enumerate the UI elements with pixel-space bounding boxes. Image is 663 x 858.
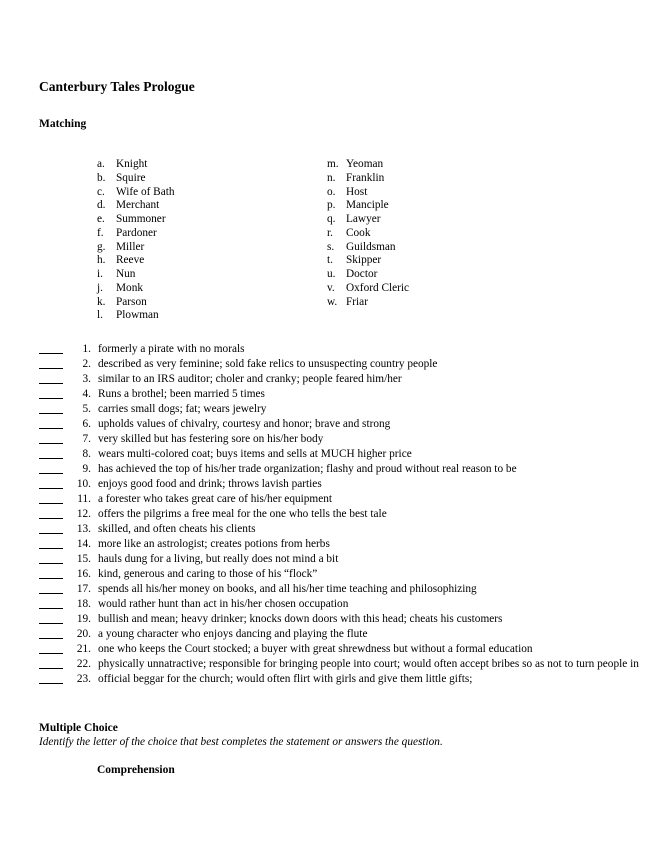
choice-letter: t. bbox=[327, 254, 333, 267]
choice-name: Reeve bbox=[116, 254, 145, 267]
answer-blank[interactable] bbox=[39, 683, 63, 684]
question-text: carries small dogs; fat; wears jewelry bbox=[98, 403, 267, 415]
choice-letter: k. bbox=[97, 295, 106, 308]
answer-blank[interactable] bbox=[39, 353, 63, 354]
question-text: one who keeps the Court stocked; a buyer with great shrewdness but without a formal education bbox=[98, 643, 533, 655]
choice-letter: u. bbox=[327, 268, 336, 280]
question-item bbox=[39, 597, 659, 612]
choice-name: Skipper bbox=[346, 254, 382, 267]
choice-letter: m. bbox=[327, 158, 339, 170]
question-number: 16. bbox=[76, 568, 91, 580]
answer-blank[interactable] bbox=[39, 428, 63, 429]
question-number: 14. bbox=[76, 538, 91, 550]
question-text: enjoys good food and drink; throws lavish parties bbox=[98, 478, 322, 490]
question-item bbox=[39, 537, 659, 552]
answer-blank[interactable] bbox=[39, 593, 63, 594]
answer-blank[interactable] bbox=[39, 398, 63, 399]
answer-blank[interactable] bbox=[39, 503, 63, 504]
answer-blank[interactable] bbox=[39, 518, 63, 519]
choice-name: Lawyer bbox=[346, 213, 381, 225]
question-number: 13. bbox=[76, 523, 91, 535]
question-number: 21. bbox=[76, 643, 91, 655]
choice-name: Plowman bbox=[116, 309, 159, 322]
answer-blank[interactable] bbox=[39, 383, 63, 384]
choice-letter: f. bbox=[97, 226, 104, 239]
choice-name: Merchant bbox=[116, 199, 160, 212]
answer-blank[interactable] bbox=[39, 653, 63, 654]
choice-name: Host bbox=[346, 185, 368, 198]
question-text: more like an astrologist; creates potions from herbs bbox=[98, 538, 330, 550]
answer-blank[interactable] bbox=[39, 413, 63, 414]
question-text: formerly a pirate with no morals bbox=[98, 343, 245, 355]
answer-blank[interactable] bbox=[39, 488, 63, 489]
choice-letter: v. bbox=[327, 281, 335, 294]
choice-letter: b. bbox=[97, 171, 106, 184]
question-number: 22. bbox=[76, 658, 91, 670]
question-item bbox=[39, 582, 659, 597]
question-text: skilled, and often cheats his clients bbox=[98, 523, 256, 535]
question-number: 7. bbox=[82, 433, 91, 445]
question-number: 10. bbox=[76, 478, 91, 490]
question-number: 1. bbox=[82, 343, 91, 355]
choice-letter: d. bbox=[97, 199, 106, 212]
question-number: 15. bbox=[76, 553, 91, 565]
question-item bbox=[39, 492, 659, 507]
choice-letter: q. bbox=[327, 213, 336, 225]
question-item bbox=[39, 372, 659, 387]
choice-name: Yeoman bbox=[346, 158, 384, 170]
question-number: 2. bbox=[82, 358, 91, 370]
choice-letter: i. bbox=[97, 268, 103, 280]
question-text: offers the pilgrims a free meal for the one who tells the best tale bbox=[98, 508, 387, 520]
choice-name: Pardoner bbox=[116, 226, 157, 239]
question-text: bullish and mean; heavy drinker; knocks down doors with this head; cheats his customers bbox=[98, 613, 503, 625]
question-item bbox=[39, 417, 659, 432]
answer-blank[interactable] bbox=[39, 443, 63, 444]
answer-blank[interactable] bbox=[39, 473, 63, 474]
answer-blank[interactable] bbox=[39, 608, 63, 609]
question-text: physically unnatractive; responsible for bringing people into court; would often accept bribes so as not to turn people in bbox=[98, 658, 639, 670]
question-item bbox=[39, 432, 659, 447]
choice-name: Monk bbox=[116, 281, 143, 294]
multiple-choice-heading: Multiple Choice bbox=[39, 722, 118, 734]
question-number: 4. bbox=[82, 388, 91, 400]
choice-letter: w. bbox=[327, 295, 338, 308]
question-number: 11. bbox=[77, 493, 91, 505]
answer-blank[interactable] bbox=[39, 368, 63, 369]
answer-blank[interactable] bbox=[39, 548, 63, 549]
question-text: kind, generous and caring to those of his “flock” bbox=[98, 568, 318, 580]
question-number: 20. bbox=[76, 628, 91, 640]
choice-name: Friar bbox=[346, 295, 368, 308]
answer-blank[interactable] bbox=[39, 623, 63, 624]
question-item bbox=[39, 462, 659, 477]
choice-letter: g. bbox=[97, 240, 106, 253]
choice-name: Manciple bbox=[346, 199, 389, 212]
question-text: similar to an IRS auditor; choler and cranky; people feared him/her bbox=[98, 373, 402, 385]
question-item bbox=[39, 552, 659, 567]
page-title: Canterbury Tales Prologue bbox=[39, 79, 195, 94]
answer-blank[interactable] bbox=[39, 638, 63, 639]
answer-blank[interactable] bbox=[39, 578, 63, 579]
question-text: Runs a brothel; been married 5 times bbox=[98, 388, 265, 400]
question-number: 5. bbox=[82, 403, 91, 415]
choice-name: Oxford Cleric bbox=[346, 281, 410, 294]
question-number: 17. bbox=[76, 583, 91, 595]
question-text: a young character who enjoys dancing and playing the flute bbox=[98, 628, 368, 640]
comprehension-subheading: Comprehension bbox=[97, 764, 175, 776]
question-number: 23. bbox=[76, 673, 91, 685]
choice-letter: l. bbox=[97, 309, 103, 322]
choice-name: Guildsman bbox=[346, 240, 396, 253]
choice-letter: h. bbox=[97, 254, 106, 267]
question-text: described as very feminine; sold fake relics to unsuspecting country people bbox=[98, 358, 438, 370]
choice-name: Franklin bbox=[346, 171, 385, 184]
multiple-choice-instructions: Identify the letter of the choice that best completes the statement or answers the question. bbox=[39, 736, 443, 748]
question-text: a forester who takes great care of his/her equipment bbox=[98, 493, 332, 505]
question-item bbox=[39, 477, 659, 492]
question-item bbox=[39, 522, 659, 537]
question-number: 18. bbox=[76, 598, 91, 610]
choice-letter: e. bbox=[97, 213, 105, 225]
choice-letter: s. bbox=[327, 240, 335, 253]
answer-blank[interactable] bbox=[39, 533, 63, 534]
choice-letter: p. bbox=[327, 199, 336, 212]
question-text: official beggar for the church; would often flirt with girls and give them little gifts; bbox=[98, 673, 473, 685]
question-number: 3. bbox=[82, 373, 91, 385]
answer-blank[interactable] bbox=[39, 458, 63, 459]
question-item bbox=[39, 672, 659, 687]
question-item bbox=[39, 402, 659, 417]
choice-letter: o. bbox=[327, 185, 336, 198]
question-item bbox=[39, 357, 659, 372]
choice-letter: r. bbox=[327, 226, 333, 239]
question-text: has achieved the top of his/her trade organization; flashy and proud without real reason to be bbox=[98, 463, 517, 475]
question-item bbox=[39, 612, 659, 627]
choice-name: Cook bbox=[346, 226, 371, 239]
choice-name: Miller bbox=[116, 240, 145, 253]
choice-letter: j. bbox=[97, 281, 103, 294]
question-item bbox=[39, 447, 659, 462]
question-number: 19. bbox=[76, 613, 91, 625]
question-number: 12. bbox=[76, 508, 91, 520]
question-item bbox=[39, 387, 659, 402]
choice-name: Squire bbox=[116, 171, 146, 184]
choice-name: Nun bbox=[116, 268, 136, 280]
question-text: would rather hunt than act in his/her chosen occupation bbox=[98, 598, 349, 610]
question-item bbox=[39, 342, 659, 357]
choice-letter: n. bbox=[327, 171, 336, 184]
question-item bbox=[39, 642, 659, 657]
question-text: wears multi-colored coat; buys items and sells at MUCH higher price bbox=[98, 448, 412, 460]
question-number: 9. bbox=[82, 463, 91, 475]
question-text: very skilled but has festering sore on his/her body bbox=[98, 433, 324, 445]
choice-name: Parson bbox=[116, 295, 147, 308]
choice-name: Doctor bbox=[346, 268, 378, 280]
choice-name: Summoner bbox=[116, 213, 166, 225]
choice-name: Wife of Bath bbox=[116, 185, 175, 198]
question-number: 6. bbox=[82, 418, 91, 430]
question-text: spends all his/her money on books, and all his/her time teaching and philosophizing bbox=[98, 583, 477, 595]
choice-letter: c. bbox=[97, 185, 105, 198]
question-item bbox=[39, 567, 659, 582]
matching-heading: Matching bbox=[39, 118, 87, 130]
answer-blank[interactable] bbox=[39, 668, 63, 669]
question-item bbox=[39, 507, 659, 522]
question-number: 8. bbox=[82, 448, 91, 460]
question-item bbox=[39, 627, 659, 642]
question-item bbox=[39, 657, 659, 672]
choice-name: Knight bbox=[116, 158, 148, 170]
question-text: upholds values of chivalry, courtesy and honor; brave and strong bbox=[98, 418, 391, 430]
choice-letter: a. bbox=[97, 158, 105, 170]
question-text: hauls dung for a living, but really does not mind a bit bbox=[98, 553, 339, 565]
matching-questions bbox=[39, 342, 659, 687]
answer-blank[interactable] bbox=[39, 563, 63, 564]
